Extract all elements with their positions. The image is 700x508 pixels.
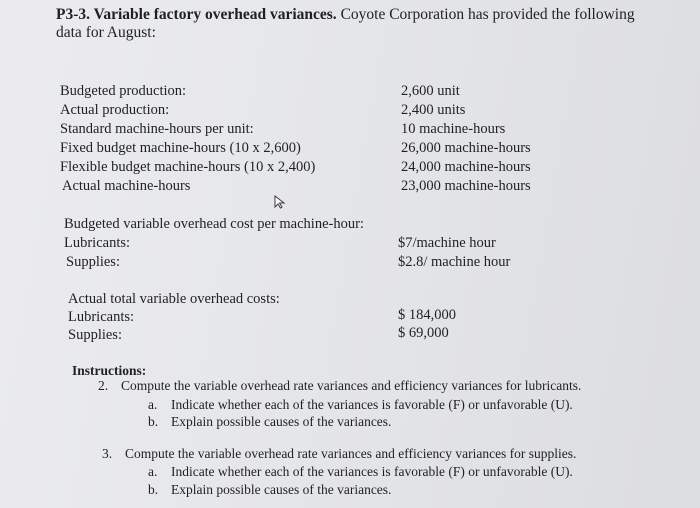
- label-actual-supplies: Supplies:: [68, 327, 122, 343]
- problem-heading: P3-3. Variable factory overhead variances.: [56, 6, 337, 23]
- problem-title: [56, 5, 635, 24]
- instruction-2b-letter: b.: [148, 414, 159, 429]
- value-fixed-budget-hours: 26,000 machine-hours: [401, 140, 531, 156]
- value-actual-hours: 23,000 machine-hours: [401, 178, 531, 194]
- instruction-2b-text: Explain possible causes of the variances.: [171, 414, 392, 429]
- label-budget-lubricants: Lubricants:: [64, 235, 131, 251]
- value-standard-hours: 10 machine-hours: [401, 121, 506, 137]
- instruction-3b-text: Explain possible causes of the variances.: [171, 482, 392, 497]
- instruction-3a-text: Indicate whether each of the variances is favorable (F) or unfavorable (U).: [171, 464, 573, 479]
- actual-cost-heading: Actual total variable overhead costs:: [68, 291, 280, 307]
- label-actual-lubricants: Lubricants:: [68, 309, 135, 325]
- value-budget-supplies: $2.8/ machine hour: [398, 254, 511, 270]
- problem-intro: Coyote Corporation has provided the following: [336, 6, 635, 23]
- label-actual-hours: Actual machine-hours: [62, 178, 191, 194]
- instruction-3a-letter: a.: [148, 464, 158, 479]
- instruction-2-text: Compute the variable overhead rate variances and efficiency variances for lubricants.: [121, 378, 582, 393]
- instruction-2a-letter: a.: [148, 397, 158, 412]
- value-actual-supplies: $ 69,000: [398, 325, 449, 341]
- instruction-3-number: 3.: [102, 446, 113, 461]
- value-budget-lubricants: $7/machine hour: [398, 235, 496, 251]
- instruction-3-text: Compute the variable overhead rate variances and efficiency variances for supplies.: [125, 446, 577, 461]
- value-actual-production: 2,400 units: [401, 102, 466, 118]
- instruction-3b-letter: b.: [148, 482, 159, 497]
- value-budgeted-production: 2,600 unit: [401, 83, 460, 99]
- instructions-heading: Instructions:: [72, 363, 147, 378]
- label-actual-production: Actual production:: [60, 102, 170, 118]
- label-budgeted-production: Budgeted production:: [60, 83, 187, 99]
- value-actual-lubricants: $ 184,000: [398, 307, 456, 323]
- mouse-cursor-icon: [274, 195, 286, 209]
- instruction-2a-text: Indicate whether each of the variances is favorable (F) or unfavorable (U).: [171, 397, 573, 412]
- budgeted-cost-heading: Budgeted variable overhead cost per machine-hour:: [64, 216, 364, 232]
- problem-intro-continued: data for August:: [56, 24, 156, 41]
- label-flexible-budget-hours: Flexible budget machine-hours (10 x 2,400): [60, 159, 316, 175]
- label-budget-supplies: Supplies:: [66, 254, 120, 270]
- value-flexible-budget-hours: 24,000 machine-hours: [401, 159, 531, 175]
- label-standard-hours: Standard machine-hours per unit:: [60, 121, 254, 137]
- label-fixed-budget-hours: Fixed budget machine-hours (10 x 2,600): [60, 140, 301, 156]
- instruction-2-number: 2.: [98, 378, 109, 393]
